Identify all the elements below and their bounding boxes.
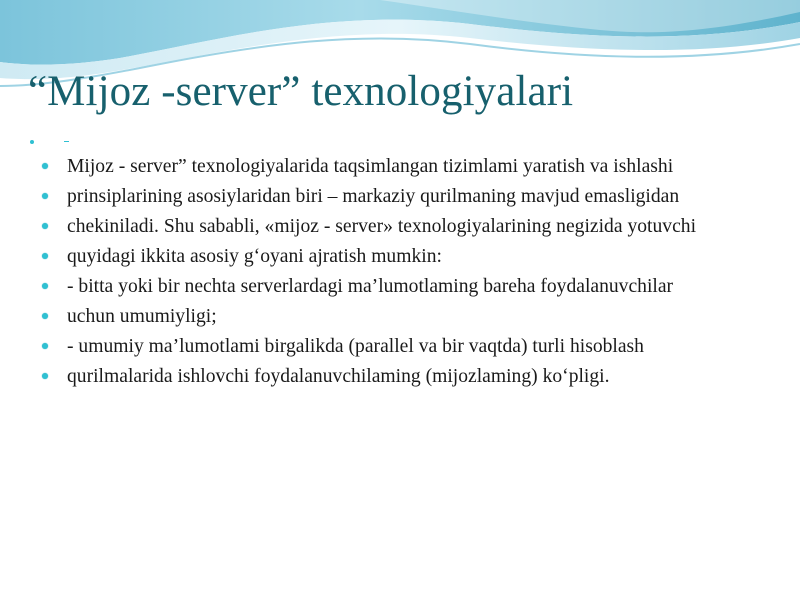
bullet-icon xyxy=(42,373,48,379)
bullet-text: Mijoz - server” texnologiyalarida taqsimlangan tizimlami yaratish va ishlashi xyxy=(67,156,674,177)
bullet-icon xyxy=(42,193,48,199)
bullet-item xyxy=(0,245,800,269)
slide-title: “Mijoz -server” texnologiyalari xyxy=(28,68,574,115)
bullet-icon xyxy=(42,343,48,349)
bullet-text: prinsiplarining asosiylaridan biri – markaziy qurilmaning mavjud emasligidan xyxy=(67,186,680,207)
bullet-text: chekiniladi. Shu sababli, «mijoz - server» texnologiyalarining negizida yotuvchi xyxy=(67,216,697,237)
bullet-icon xyxy=(42,253,48,259)
tiny-bullet-icon xyxy=(30,140,34,144)
bullet-item xyxy=(0,155,800,179)
bullet-icon xyxy=(42,283,48,289)
bullet-item xyxy=(0,215,800,239)
bullet-item xyxy=(0,275,800,299)
bullet-item xyxy=(0,365,800,389)
bullet-text: - umumiy ma’lumotlami birgalikda (parallel va bir vaqtda) turli hisoblash xyxy=(67,336,644,357)
bullet-text: qurilmalarida ishlovchi foydalanuvchilaming (mijozlaming) ko‘pligi. xyxy=(67,366,610,387)
bullet-item xyxy=(0,305,800,329)
bullet-item xyxy=(0,335,800,359)
bullet-icon xyxy=(42,163,48,169)
bullet-text: uchun umumiyligi; xyxy=(67,306,217,327)
tiny-dash-marker xyxy=(64,141,69,142)
bullet-item xyxy=(0,185,800,209)
bullet-icon xyxy=(42,223,48,229)
bullet-text: quyidagi ikkita asosiy g‘oyani ajratish mumkin: xyxy=(67,246,442,267)
bullet-list xyxy=(0,155,800,395)
bullet-text: - bitta yoki bir nechta serverlardagi ma’lumotlaming bareha foydalanuvchilar xyxy=(67,276,674,297)
bullet-icon xyxy=(42,313,48,319)
